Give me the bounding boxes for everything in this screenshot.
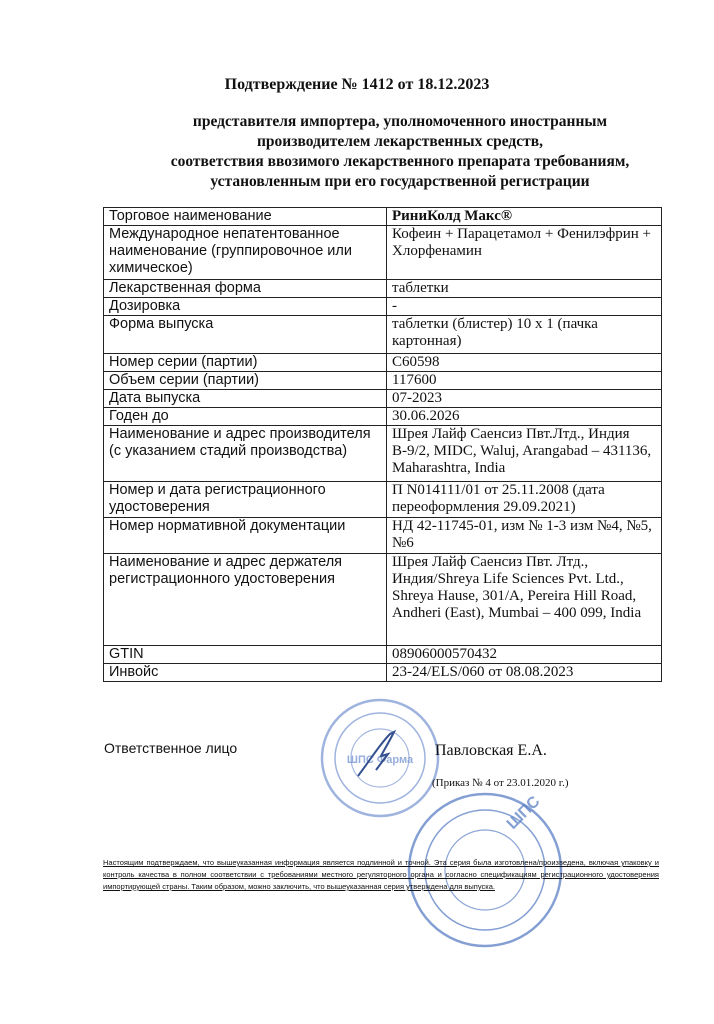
row-value: 117600 <box>387 372 662 390</box>
table-row <box>104 354 662 372</box>
row-label: Наименование и адрес производителя (с указанием стадий производства) <box>104 426 387 482</box>
row-value: НД 42-11745-01, изм № 1-3 изм №4, №5, №6 <box>387 518 662 554</box>
row-label: Дозировка <box>104 298 387 316</box>
row-label: Наименование и адрес держателя регистрационного удостоверения <box>104 554 387 646</box>
footer-body: Настоящим подтверждаем, что вышеуказанная информация является подлинной и точной. Эта серия была изготовлена/произведена, включая упаковку и контроль качества в полном соответствии с требованиями местного регуляторного органа и согласно спецификациям регистрационного удостоверения импортирующей страны. Таким образом, можно заключить, что вышеуказанная серия утверждена для выпуска. <box>103 858 659 891</box>
document-title: Подтверждение № 1412 от 18.12.2023 <box>224 76 490 93</box>
subtitle-line: установленным при его государственной регистрации <box>210 173 590 190</box>
subtitle-line: представителя импортера, уполномоченного иностранным <box>192 113 608 130</box>
table-row <box>104 372 662 390</box>
row-value: Шрея Лайф Саенсиз Пвт.Лтд., Индия В-9/2, MIDC, Waluj, Arangabad – 431136, Maharashtra, India <box>387 426 662 482</box>
table-row <box>104 554 662 646</box>
row-label: Годен до <box>104 408 387 426</box>
row-value: РиниКолд Макс® <box>387 208 662 226</box>
row-label: Торговое наименование <box>104 208 387 226</box>
table-row <box>104 426 662 482</box>
product-info-table <box>103 207 662 682</box>
row-label: Инвойс <box>104 664 387 682</box>
row-label: Международное непатентованное наименование (группировочное или химическое) <box>104 226 387 280</box>
row-label: Объем серии (партии) <box>104 372 387 390</box>
row-value: 23-24/ELS/060 от 08.08.2023 <box>387 664 662 682</box>
table-row <box>104 646 662 664</box>
table-row <box>104 482 662 518</box>
subtitle-line: соответствия ввозимого лекарственного препарата требованиям, <box>170 153 630 170</box>
table-row <box>104 280 662 298</box>
row-label: Номер нормативной документации <box>104 518 387 554</box>
table-row <box>104 298 662 316</box>
table-row <box>104 408 662 426</box>
row-value: - <box>387 298 662 316</box>
row-value: таблетки (блистер) 10 х 1 (пачка картонная) <box>387 316 662 354</box>
subtitle-line: производителем лекарственных средств, <box>256 133 544 150</box>
row-value: 08906000570432 <box>387 646 662 664</box>
row-value: 07-2023 <box>387 390 662 408</box>
table-row <box>104 226 662 280</box>
table-row <box>104 208 662 226</box>
row-value: Кофеин + Парацетамол + Фенилэфрин + Хлорфенамин <box>387 226 662 280</box>
row-label: Дата выпуска <box>104 390 387 408</box>
responsible-person-label: Ответственное лицо <box>104 740 238 756</box>
signer-name: Павловская Е.А. <box>435 742 547 759</box>
row-label: Номер и дата регистрационного удостоверения <box>104 482 387 518</box>
row-value: таблетки <box>387 280 662 298</box>
row-label: Форма выпуска <box>104 316 387 354</box>
company-stamp-small <box>318 696 442 820</box>
table-row <box>104 518 662 554</box>
table-row <box>104 664 662 682</box>
table-row <box>104 316 662 354</box>
row-label: Лекарственная форма <box>104 280 387 298</box>
row-value: П N014111/01 от 25.11.2008 (дата переоформления 29.09.2021) <box>387 482 662 518</box>
row-value: С60598 <box>387 354 662 372</box>
order-reference: (Приказ № 4 от 23.01.2020 г.) <box>432 777 569 789</box>
confirmation-footer-text <box>103 857 659 893</box>
row-value: Шрея Лайф Саенсиз Пвт. Лтд., Индия/Shreya Life Sciences Pvt. Ltd., Shreya Hause, 301/A, Pereira Hill Road, Andheri (East), Mumbai – 400 099, India <box>387 554 662 646</box>
document-subtitle <box>150 112 650 192</box>
row-label: GTIN <box>104 646 387 664</box>
stamp-large-text: ШПС <box>503 793 544 833</box>
row-value: 30.06.2026 <box>387 408 662 426</box>
row-label: Номер серии (партии) <box>104 354 387 372</box>
stamp-center-text: ШПС Фарма <box>346 754 414 766</box>
table-row <box>104 390 662 408</box>
